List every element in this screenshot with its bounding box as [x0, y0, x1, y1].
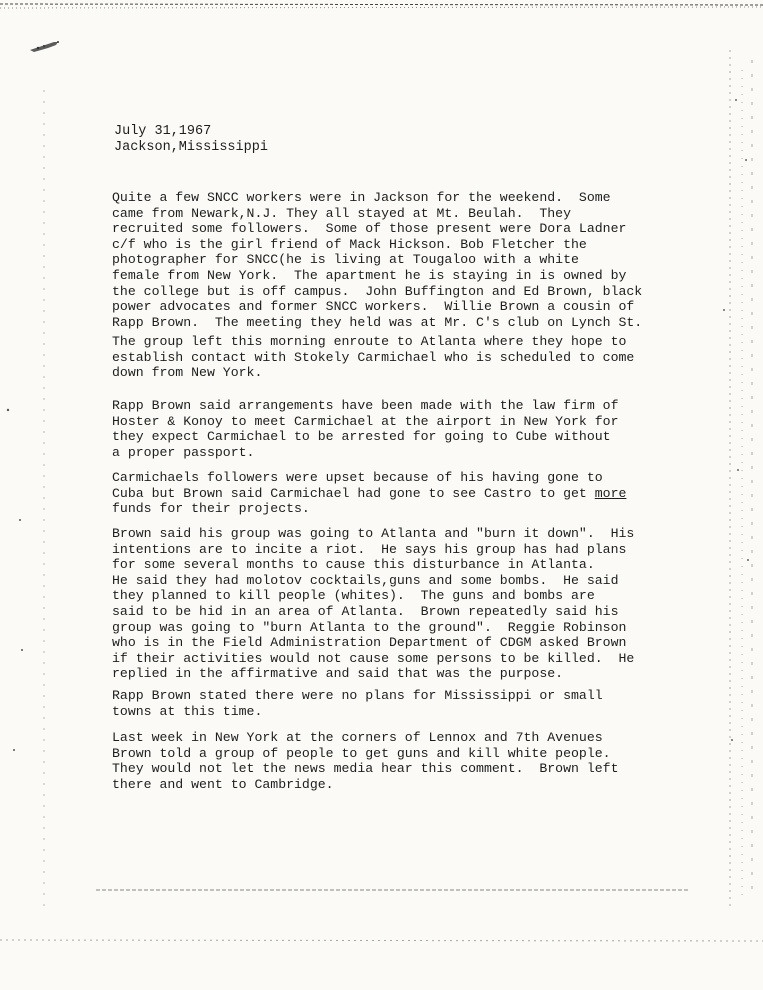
scan-noise-right [690, 40, 763, 920]
text-line: Hoster & Konoy to meet Carmichael at the airport in New York for [112, 413, 619, 429]
text-line: power advocates and former SNCC workers. Willie Brown a cousin of [112, 299, 635, 315]
text-line: Quite a few SNCC workers were in Jackson for the weekend. Some [112, 190, 611, 205]
text-line: recruited some followers. Some of those present were Dora Ladner [112, 221, 627, 237]
scan-noise-left [0, 30, 60, 930]
place-line: Jackson,Mississippi [114, 140, 268, 155]
paragraph-followers [112, 470, 652, 517]
text-line: there and went to Cambridge. [112, 776, 334, 792]
scan-noise-bottom [0, 880, 763, 960]
document-header [114, 124, 268, 156]
text-line: Rapp Brown. The meeting they held was at Mr. C's club on Lynch St. [112, 314, 643, 330]
text-line: towns at this time. [112, 703, 263, 719]
scan-noise-top [0, 0, 763, 12]
paragraph-arrangements [112, 398, 652, 460]
text-line: down from New York. [112, 365, 263, 381]
date-line: July 31,1967 [114, 124, 212, 139]
paragraph-mississippi [112, 688, 652, 719]
text-line: said to be hid in an area of Atlanta. Brown repeatedly said his [112, 603, 619, 619]
text-line: who is in the Field Administration Department of CDGM asked Brown [112, 635, 627, 651]
paragraph-group-left [112, 334, 652, 381]
text-line: came from Newark,N.J. They all stayed at Mt. Beulah. They [112, 205, 571, 221]
text-line: they planned to kill people (whites). The guns and bombs are [112, 588, 595, 604]
text-line: photographer for SNCC(he is living at Tougaloo with a white [112, 252, 579, 268]
text-line: group was going to "burn Atlanta to the ground". Reggie Robinson [112, 619, 627, 635]
text-line: they expect Carmichael to be arrested for going to Cube without [112, 429, 611, 445]
text-line: Rapp Brown said arrangements have been made with the law firm of [112, 398, 619, 413]
text-line: replied in the affirmative and said that was the purpose. [112, 666, 564, 682]
paragraph-new-york [112, 730, 652, 792]
text-line: c/f who is the girl friend of Mack Hickson. Bob Fletcher the [112, 236, 587, 252]
text-line: He said they had molotov cocktails,guns and some bombs. He said [112, 572, 619, 588]
text-line-start: Cuba but Brown said Carmichael had gone to see Castro to get [112, 485, 595, 501]
text-line: Brown said his group was going to Atlanta and "burn it down". His [112, 526, 635, 541]
underlined-word: more [594, 485, 627, 501]
text-line: a proper passport. [112, 444, 255, 460]
text-line-with-underline [112, 486, 652, 502]
text-line: funds for their projects. [112, 501, 310, 517]
text-line: The group left this morning enroute to Atlanta where they hope to [112, 334, 627, 349]
paragraph-atlanta-plans [112, 526, 652, 682]
text-line: Brown told a group of people to get guns and kill white people. [112, 745, 611, 761]
text-line: Rapp Brown stated there were no plans for Mississippi or small [112, 688, 603, 703]
text-line: intentions are to incite a riot. He says his group has had plans [112, 541, 627, 557]
text-line: for some several months to cause this disturbance in Atlanta. [112, 557, 595, 573]
paragraph-sncc-weekend [112, 190, 652, 330]
text-line: female from New York. The apartment he is staying in is owned by [112, 267, 627, 283]
text-line: Carmichaels followers were upset because of his having gone to [112, 470, 603, 485]
text-line: Last week in New York at the corners of Lennox and 7th Avenues [112, 730, 603, 745]
text-line: establish contact with Stokely Carmichael who is scheduled to come [112, 349, 635, 365]
text-line: They would not let the news media hear this comment. Brown left [112, 761, 619, 777]
text-line: the college but is off campus. John Buffington and Ed Brown, black [112, 283, 643, 299]
text-line: if their activities would not cause some persons to be killed. He [112, 650, 635, 666]
